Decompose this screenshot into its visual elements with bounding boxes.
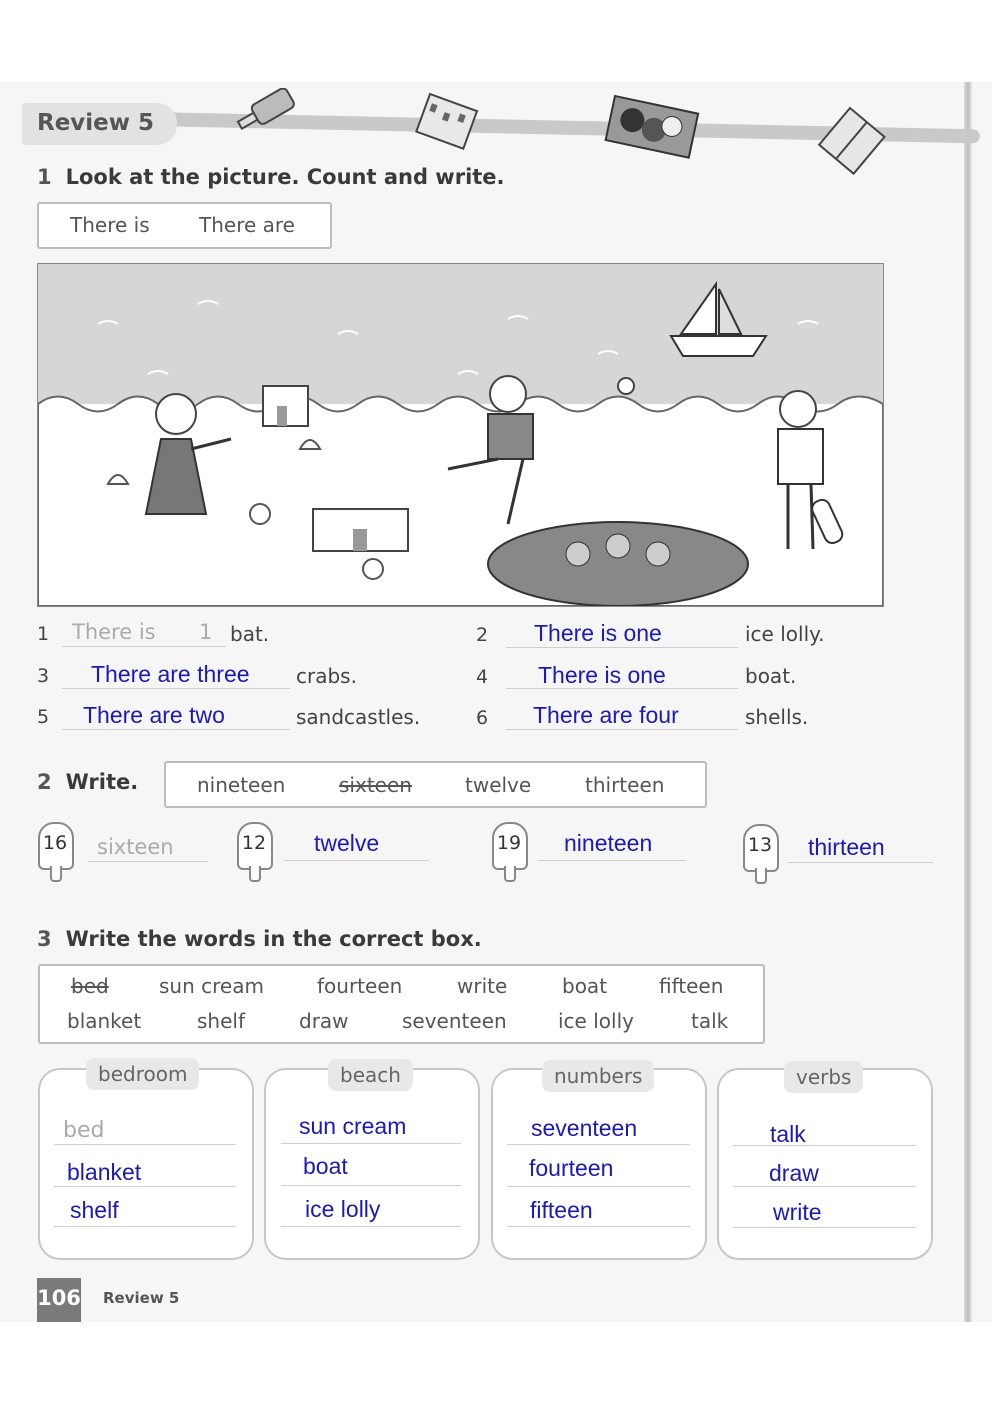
- wordbox-word-crossed: sixteen: [339, 773, 412, 797]
- wordbox-word: blanket: [67, 1009, 142, 1033]
- sandcastle-icon: [313, 509, 408, 551]
- answer-text[interactable]: ice lolly: [305, 1196, 381, 1222]
- answer-line: [507, 1144, 690, 1145]
- wordbox-word: twelve: [465, 773, 532, 797]
- answer-line: [733, 1227, 916, 1228]
- exercise-3-wordbox: [38, 964, 765, 1044]
- ice-lolly-number-icon: 12: [237, 822, 271, 878]
- answer-text[interactable]: boat: [303, 1153, 348, 1179]
- category-label: verbs: [784, 1061, 863, 1093]
- sea: [38, 264, 883, 404]
- exercise-2-wordbox: [164, 761, 707, 808]
- given-example-count: 1: [199, 620, 213, 644]
- page-title: Review 5: [37, 110, 155, 136]
- answer-line: [788, 862, 933, 863]
- ball-icon: [618, 378, 634, 394]
- answer-line: [733, 1186, 916, 1187]
- book-spine-shadow: [964, 82, 972, 1322]
- answer-text[interactable]: blanket: [67, 1159, 142, 1185]
- answer-line: [281, 1143, 461, 1144]
- answer-line: [506, 647, 738, 648]
- answer-text[interactable]: sun cream: [299, 1113, 407, 1139]
- footer-label: Review 5: [103, 1289, 180, 1307]
- answer-text[interactable]: draw: [769, 1160, 819, 1186]
- answer-line: [506, 688, 738, 689]
- sentence-ending: bat.: [230, 622, 270, 646]
- answer-text[interactable]: shelf: [70, 1197, 119, 1223]
- wordbox-word: There are: [199, 213, 295, 237]
- category-label: bedroom: [86, 1058, 199, 1090]
- category-box-beach: [264, 1068, 480, 1260]
- wordbox-word: talk: [691, 1009, 729, 1033]
- answer-text[interactable]: There is one: [534, 620, 662, 646]
- wordbox-word: write: [457, 974, 508, 998]
- ice-lolly-number-icon: 19: [492, 822, 526, 878]
- sentence-ending: shells.: [745, 705, 809, 729]
- ice-lolly-number-icon: 13: [743, 824, 777, 880]
- cupboard-icon: [819, 108, 884, 174]
- sentence-ending: crabs.: [296, 664, 357, 688]
- given-example-text: sixteen: [97, 835, 174, 859]
- wordbox-word: fourteen: [317, 974, 403, 998]
- answer-line: [507, 1226, 690, 1227]
- answer-text[interactable]: write: [773, 1199, 822, 1225]
- category-label: numbers: [542, 1060, 654, 1092]
- exercise-1-title: 1 Look at the picture. Count and write.: [37, 165, 505, 189]
- answer-line: [62, 646, 226, 647]
- question-number: 1: [37, 623, 50, 645]
- wordbox-word: draw: [299, 1009, 349, 1033]
- wordbox-word: boat: [562, 974, 608, 998]
- answer-text[interactable]: fifteen: [530, 1197, 593, 1223]
- wordbox-word: nineteen: [197, 773, 286, 797]
- question-number: 4: [476, 666, 489, 688]
- sandcastle-icon: [263, 386, 308, 426]
- answer-line: [62, 729, 290, 730]
- wordbox-word: fifteen: [659, 974, 724, 998]
- ice-lolly-icon: [234, 88, 295, 135]
- answer-line: [62, 688, 290, 689]
- question-number: 6: [476, 707, 489, 729]
- answer-line: [506, 729, 738, 730]
- answer-line: [281, 1185, 461, 1186]
- wordbox-word: thirteen: [585, 773, 665, 797]
- answer-text[interactable]: fourteen: [529, 1155, 614, 1181]
- answer-text[interactable]: talk: [770, 1121, 806, 1147]
- sandcastle-icon: [416, 94, 477, 149]
- sentence-ending: sandcastles.: [296, 705, 421, 729]
- beach-scene-illustration: [37, 263, 884, 607]
- wordbox-word: sun cream: [159, 974, 264, 998]
- answer-line: [507, 1186, 690, 1187]
- beach-scene-drawing: [38, 264, 883, 606]
- answer-text[interactable]: twelve: [314, 830, 380, 856]
- wordbox-word: There is: [70, 213, 150, 237]
- answer-line: [284, 860, 429, 861]
- answer-line: [538, 860, 686, 861]
- answer-line: [88, 861, 208, 862]
- rocks-with-crabs: [488, 522, 748, 606]
- answer-line: [281, 1226, 461, 1227]
- exercise-1-wordbox: [37, 202, 332, 249]
- sentence-ending: boat.: [745, 664, 797, 688]
- pizza-tray-icon: [606, 96, 698, 158]
- answer-text[interactable]: There is one: [538, 662, 666, 688]
- exercise-2-title: 2 Write.: [37, 770, 139, 794]
- category-box-verbs: [717, 1068, 933, 1260]
- answer-text[interactable]: There are two: [83, 702, 225, 728]
- answer-text[interactable]: nineteen: [564, 830, 653, 856]
- answer-line: [733, 1145, 916, 1146]
- wordbox-word-crossed: bed: [71, 974, 109, 998]
- page-number: 106: [37, 1278, 81, 1322]
- category-label: beach: [328, 1059, 413, 1091]
- question-number: 5: [37, 706, 50, 728]
- given-example-text: bed: [63, 1118, 105, 1143]
- exercise-3-title: 3 Write the words in the correct box.: [37, 927, 482, 951]
- answer-line: [54, 1186, 236, 1187]
- answer-line: [54, 1144, 236, 1145]
- wordbox-word: seventeen: [402, 1009, 507, 1033]
- question-number: 2: [476, 624, 489, 646]
- answer-text[interactable]: seventeen: [531, 1115, 638, 1141]
- answer-line: [54, 1226, 236, 1227]
- question-number: 3: [37, 665, 50, 687]
- given-example-text: There is: [72, 620, 156, 644]
- wordbox-word: ice lolly: [558, 1009, 634, 1033]
- wordbox-word: shelf: [197, 1009, 245, 1033]
- ice-lolly-number-icon: 16: [38, 822, 72, 878]
- answer-text[interactable]: There are four: [533, 702, 679, 728]
- answer-text[interactable]: thirteen: [808, 834, 885, 860]
- answer-text[interactable]: There are three: [91, 661, 250, 687]
- sentence-ending: ice lolly.: [745, 622, 825, 646]
